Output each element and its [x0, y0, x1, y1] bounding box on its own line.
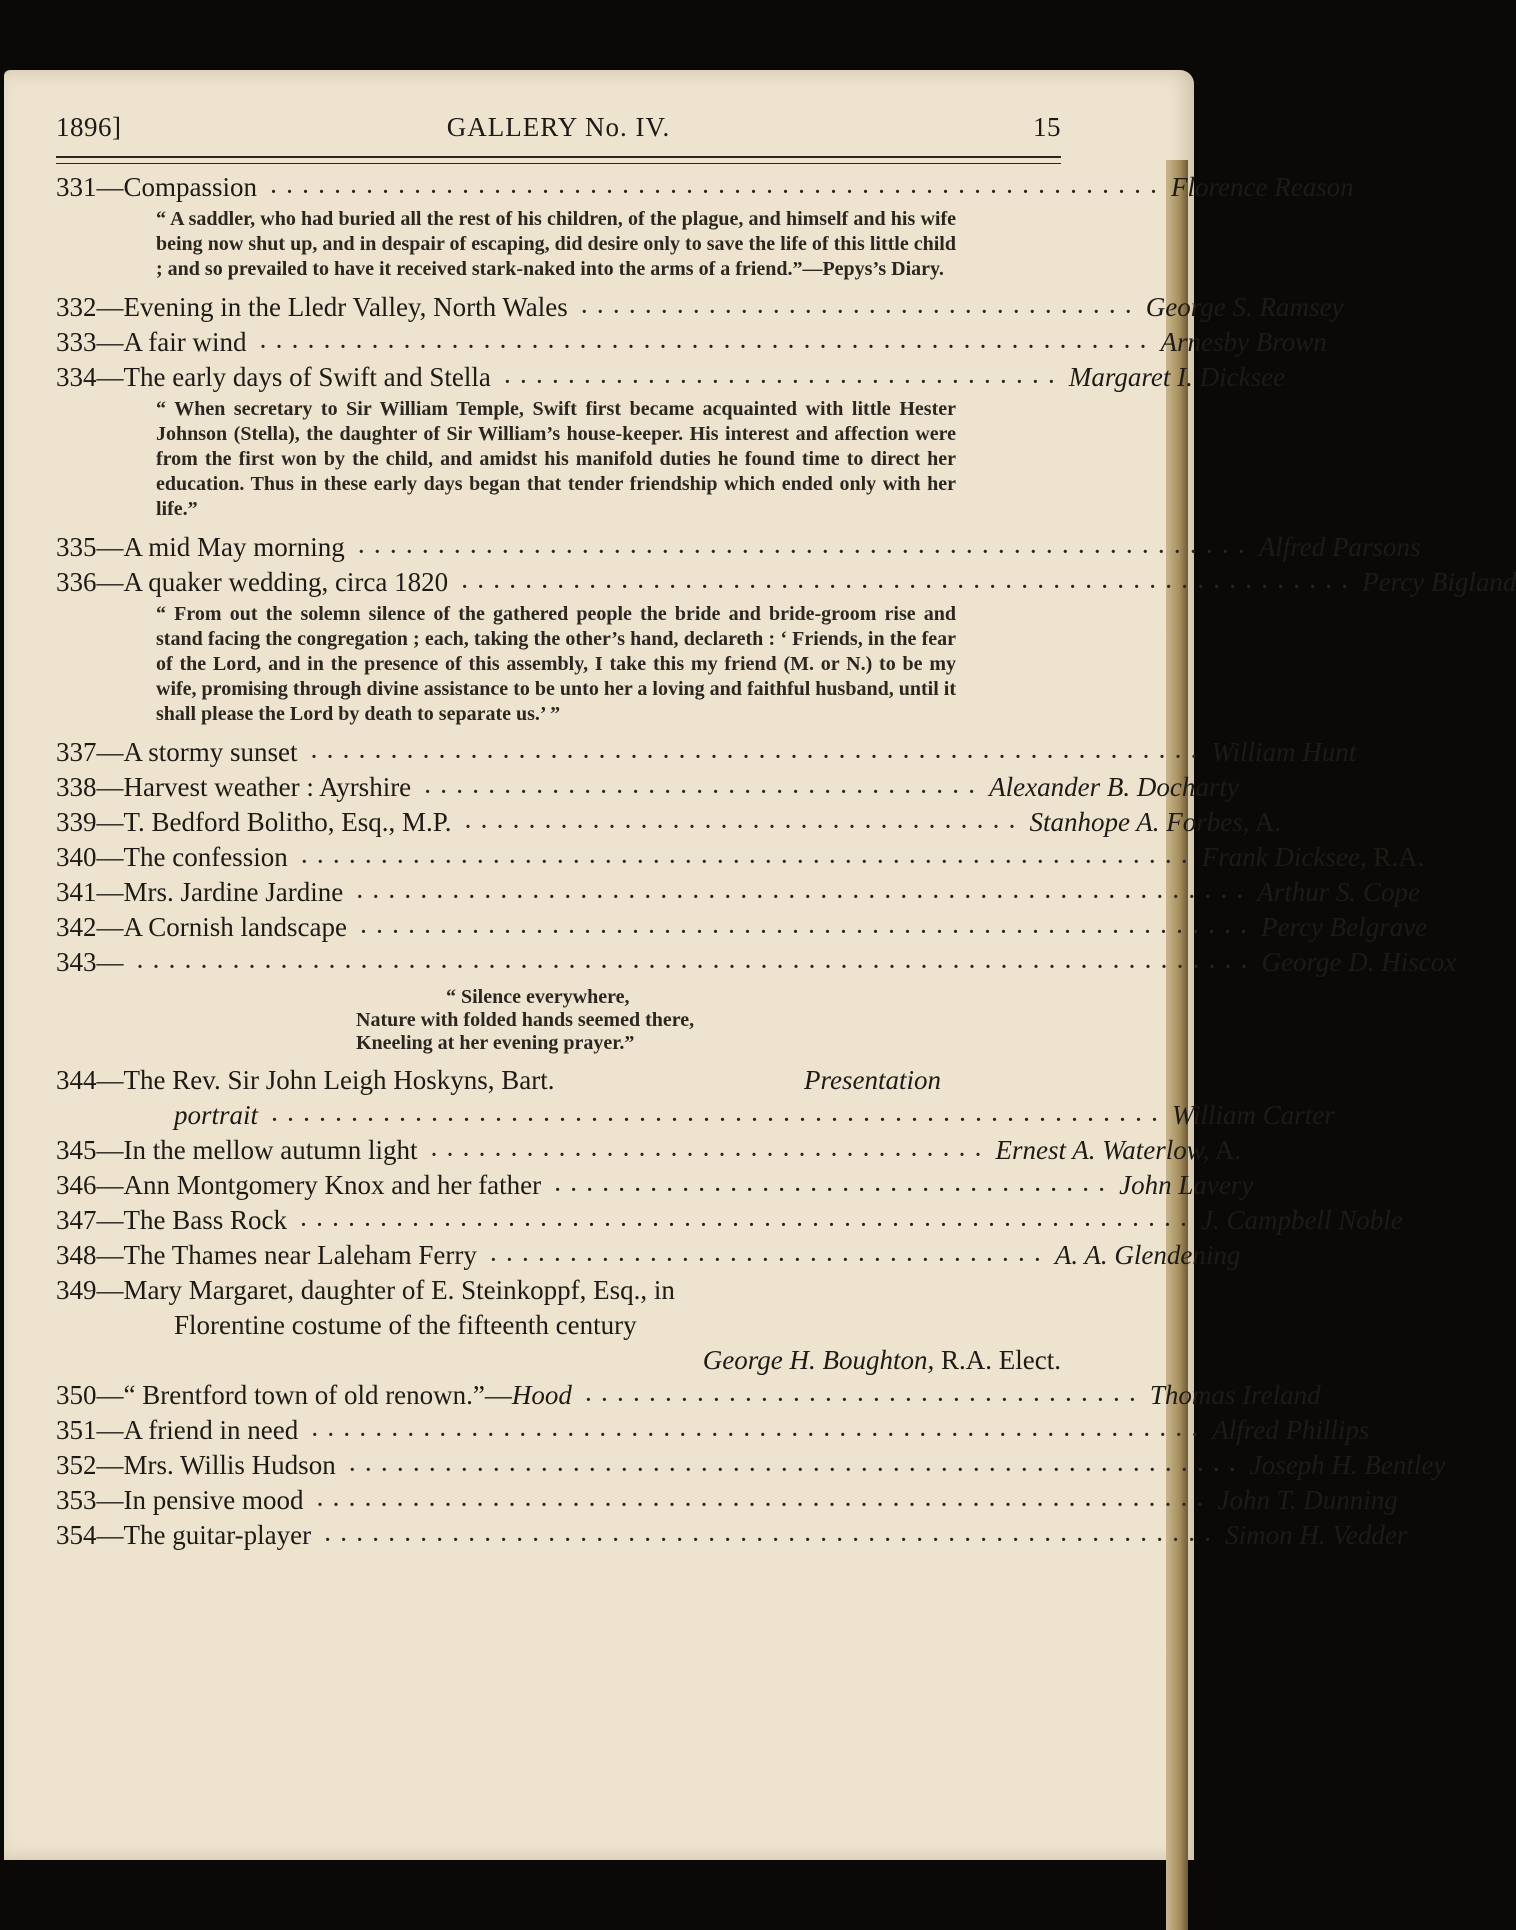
entry-title: A mid May morning: [123, 532, 345, 562]
entry-title: A stormy sunset: [123, 737, 298, 767]
entry-artist: Alexander B. Docharty: [989, 772, 1239, 802]
entry-artist: George D. Hiscox: [1261, 947, 1457, 977]
verse-line: “ Silence everywhere,: [446, 986, 630, 1008]
entry-number: 336: [56, 567, 97, 597]
catalogue-entry: 345—In the mellow autumn light . . . . . . . . . . . . . . . . . . . . . . . . . . . . . . . . . . . Ernest A. Waterlow, A.: [56, 1133, 1061, 1168]
verse-line: Nature with folded hands seemed there,: [356, 1009, 695, 1031]
entry-number: 353: [56, 1485, 97, 1515]
entry-artist: George H. Boughton,: [702, 1345, 935, 1375]
entry-artist: Alfred Parsons: [1258, 532, 1421, 562]
entry-title-continued: portrait: [174, 1100, 259, 1130]
entry-number: 337: [56, 737, 97, 767]
entry-verse: [356, 986, 1061, 1055]
entry-number: 335: [56, 532, 97, 562]
entry-title: 349—Mary Margaret, daughter of E. Steinkoppf, Esq., in: [56, 1275, 675, 1305]
leader-dots: . . . . . . . . . . . . . . . . . . . . . . . . . . . . . . . . . . . . . . . . . . . . . . . . . . . . . . . .: [462, 571, 1351, 593]
catalogue-entry: 336—A quaker wedding, circa 1820 . . . . . . . . . . . . . . . . . . . . . . . . . . . . . . . . . . . . . . . . . . . . . . . . . . . . . . . . Percy Bigland: [56, 565, 1061, 600]
entry-title: 344—The Rev. Sir John Leigh Hoskyns, Bart.: [56, 1065, 555, 1095]
entry-artist: George S. Ramsey: [1145, 292, 1344, 322]
entry-artist: Florence Reason: [1171, 172, 1354, 202]
artist-suffix: R.A. Elect.: [934, 1345, 1061, 1375]
entry-artist: Joseph H. Bentley: [1249, 1450, 1446, 1480]
catalogue-entry: 351—A friend in need . . . . . . . . . . . . . . . . . . . . . . . . . . . . . . . . . . . . . . . . . . . . . . . . . . . . . . . . Alfred Phillips: [56, 1413, 1061, 1448]
entry-artist: Percy Bigland: [1362, 567, 1516, 597]
leader-dots: . . . . . . . . . . . . . . . . . . . . . . . . . . . . . . . . . . .: [585, 1384, 1138, 1406]
entry-artist: Frank Dicksee,: [1201, 842, 1367, 872]
leader-dots: . . . . . . . . . . . . . . . . . . . . . . . . . . . . . . . . . . .: [504, 366, 1057, 388]
catalogue-entry: 333—A fair wind . . . . . . . . . . . . . . . . . . . . . . . . . . . . . . . . . . . . . . . . . . . . . . . . . . . . . . . . Arnesby Brown: [56, 325, 1061, 360]
entry-title: The confession: [123, 842, 288, 872]
entry-title: Mrs. Willis Hudson: [123, 1450, 336, 1480]
catalogue-entry-349: [56, 1273, 1061, 1378]
entry-title: The Thames near Laleham Ferry: [123, 1240, 477, 1270]
entry-artist: A. A. Glendening: [1054, 1240, 1241, 1270]
entry-number: 352: [56, 1450, 97, 1480]
entry-artist: Alfred Phillips: [1212, 1415, 1370, 1445]
running-head-year: 1896]: [56, 112, 122, 142]
entry-quote: “ When secretary to Sir William Temple, Swift first became acquainted with little Hester Johnson (Stella), the daughter of Sir William’s house-keeper. His interest and affection were from the first won by the child, and amidst his manifold duties he found time to direct her education. Thus in these early days began that tender friendship which ended only with her life.”: [156, 398, 956, 520]
running-head-title: GALLERY No. IV.: [446, 112, 671, 142]
entry-title: Ann Montgomery Knox and her father: [123, 1170, 542, 1200]
catalogue-entry: 332—Evening in the Lledr Valley, North Wales . . . . . . . . . . . . . . . . . . . . . . . . . . . . . . . . . . . George S. Ramsey: [56, 290, 1061, 325]
entry-artist-line: [56, 1343, 1061, 1378]
catalogue-entry: 350—“ Brentford town of old renown.”—Hood . . . . . . . . . . . . . . . . . . . . . . . . . . . . . . . . . . . Thomas Ireland: [56, 1378, 1061, 1413]
entry-title-continued: Florentine costume of the fifteenth century: [174, 1310, 637, 1340]
catalogue-entry: 352—Mrs. Willis Hudson . . . . . . . . . . . . . . . . . . . . . . . . . . . . . . . . . . . . . . . . . . . . . . . . . . . . . . . . Joseph H. Bentley: [56, 1448, 1061, 1483]
leader-dots: . . . . . . . . . . . . . . . . . . . . . . . . . . . . . . . . . . . . . . . . . . . . . . . . . . . . . . . .: [349, 1454, 1238, 1476]
entry-number: 345: [56, 1135, 97, 1165]
entry-number: 346: [56, 1170, 97, 1200]
catalogue-entry: 337—A stormy sunset . . . . . . . . . . . . . . . . . . . . . . . . . . . . . . . . . . . . . . . . . . . . . . . . . . . . . . . . William Hunt: [56, 735, 1061, 770]
entry-title: The Bass Rock: [123, 1205, 287, 1235]
catalogue-block-1: [56, 170, 1516, 1055]
catalogue-entry: 348—The Thames near Laleham Ferry . . . . . . . . . . . . . . . . . . . . . . . . . . . . . . . . . . . A. A. Glendening: [56, 1238, 1061, 1273]
leader-dots: . . . . . . . . . . . . . . . . . . . . . . . . . . . . . . . . . . .: [431, 1139, 984, 1161]
catalogue-entry: 353—In pensive mood . . . . . . . . . . . . . . . . . . . . . . . . . . . . . . . . . . . . . . . . . . . . . . . . . . . . . . . . John T. Dunning: [56, 1483, 1061, 1518]
catalogue-block-2: [56, 1133, 1403, 1273]
entry-number: 338: [56, 772, 97, 802]
catalogue-entry: 340—The confession . . . . . . . . . . . . . . . . . . . . . . . . . . . . . . . . . . . . . . . . . . . . . . . . . . . . . . . . Frank Dicksee, R.A.: [56, 840, 1061, 875]
entry-number: 332: [56, 292, 97, 322]
catalogue-entry: 354—The guitar-player . . . . . . . . . . . . . . . . . . . . . . . . . . . . . . . . . . . . . . . . . . . . . . . . . . . . . . . . Simon H. Vedder: [56, 1518, 1061, 1553]
leader-dots: . . . . . . . . . . . . . . . . . . . . . . . . . . . . . . . . . . . . . . . . . . . . . . . . . . . . . . . .: [271, 176, 1160, 198]
entry-title: In pensive mood: [123, 1485, 304, 1515]
entry-number: 340: [56, 842, 97, 872]
entry-number: 350: [56, 1380, 97, 1410]
leader-dots: . . . . . . . . . . . . . . . . . . . . . . . . . . . . . . . . . . . . . . . . . . . . . . . . . . . . . . . .: [300, 1209, 1189, 1231]
entry-artist: Thomas Ireland: [1149, 1380, 1321, 1410]
leader-dots: . . . . . . . . . . . . . . . . . . . . . . . . . . . . . . . . . . . . . . . . . . . . . . . . . . . . . . . .: [358, 536, 1247, 558]
entry-number: 334: [56, 362, 97, 392]
catalogue-block-3: [56, 1378, 1446, 1553]
entry-artist: Simon H. Vedder: [1225, 1520, 1408, 1550]
entry-title: Compassion: [123, 172, 258, 202]
leader-dots: . . . . . . . . . . . . . . . . . . . . . . . . . . . . . . . . . . . . . . . . . . . . . . . . . . . . . . . .: [272, 1104, 1161, 1126]
verse-line: Kneeling at her evening prayer.”: [356, 1032, 635, 1054]
leader-dots: . . . . . . . . . . . . . . . . . . . . . . . . . . . . . . . . . . . . . . . . . . . . . . . . . . . . . . . . . . . . . . . . . . . . . .: [137, 951, 1250, 973]
entry-artist: John Lavery: [1119, 1170, 1254, 1200]
catalogue-entry: 341—Mrs. Jardine Jardine . . . . . . . . . . . . . . . . . . . . . . . . . . . . . . . . . . . . . . . . . . . . . . . . . . . . . . . . Arthur S. Cope: [56, 875, 1061, 910]
entry-artist: Margaret I. Dicksee: [1068, 362, 1286, 392]
leader-dots: . . . . . . . . . . . . . . . . . . . . . . . . . . . . . . . . . . . . . . . . . . . . . . . . . . . . . . . .: [317, 1489, 1206, 1511]
catalogue-entry: 335—A mid May morning . . . . . . . . . . . . . . . . . . . . . . . . . . . . . . . . . . . . . . . . . . . . . . . . . . . . . . . . Alfred Parsons: [56, 530, 1061, 565]
catalogue-entry: 339—T. Bedford Bolitho, Esq., M.P. . . . . . . . . . . . . . . . . . . . . . . . . . . . . . . . . . . . Stanhope A. Forbes, A.: [56, 805, 1061, 840]
artist-suffix: A.: [1249, 807, 1282, 837]
entry-number: 341: [56, 877, 97, 907]
leader-dots: . . . . . . . . . . . . . . . . . . . . . . . . . . . . . . . . . . . . . . . . . . . . . . . . . . . . . . . .: [357, 881, 1246, 903]
catalogue-entry: 343— . . . . . . . . . . . . . . . . . . . . . . . . . . . . . . . . . . . . . . . . . . . . . . . . . . . . . . . . . . . . . . . . . . . . . . George D. Hiscox: [56, 945, 1061, 980]
entry-title: Mrs. Jardine Jardine: [123, 877, 344, 907]
page-number: 15: [1033, 112, 1061, 142]
entry-number: 354: [56, 1520, 97, 1550]
catalogue-entry: 347—The Bass Rock . . . . . . . . . . . . . . . . . . . . . . . . . . . . . . . . . . . . . . . . . . . . . . . . . . . . . . . . J. Campbell Noble: [56, 1203, 1061, 1238]
entry-artist: Arnesby Brown: [1160, 327, 1327, 357]
leader-dots: . . . . . . . . . . . . . . . . . . . . . . . . . . . . . . . . . . . . . . . . . . . . . . . . . . . . . . . .: [301, 846, 1190, 868]
entry-number: 343: [56, 947, 97, 977]
catalogue-entry: 342—A Cornish landscape . . . . . . . . . . . . . . . . . . . . . . . . . . . . . . . . . . . . . . . . . . . . . . . . . . . . . . . . Percy Belgrave: [56, 910, 1061, 945]
entry-artist: William Hunt: [1211, 737, 1357, 767]
entry-title: The early days of Swift and Stella: [123, 362, 491, 392]
entry-number: 331: [56, 172, 97, 202]
leader-dots: . . . . . . . . . . . . . . . . . . . . . . . . . . . . . . . . . . . . . . . . . . . . . . . . . . . . . . . .: [312, 1419, 1201, 1441]
book-page: [4, 70, 1516, 1860]
entry-artist: Ernest A. Waterlow,: [995, 1135, 1210, 1165]
entry-title: “ Brentford town of old renown.”—: [123, 1380, 512, 1410]
entry-title: T. Bedford Bolitho, Esq., M.P.: [123, 807, 452, 837]
entry-quote: “ A saddler, who had buried all the rest of his children, of the plague, and himself and his wife being now shut up, and in despair of escaping, did desire only to save the life of this little child ; and so prevailed to have it received stark-naked into the arms of a friend.”—Pepys’s Diary.: [156, 208, 956, 280]
header-rule: [56, 156, 1061, 164]
entry-artist: J. Campbell Noble: [1200, 1205, 1403, 1235]
page-edge: [1166, 160, 1188, 1930]
artist-suffix: A.: [1209, 1135, 1241, 1165]
entry-title: A quaker wedding, circa 1820: [123, 567, 449, 597]
catalogue-entry: 338—Harvest weather : Ayrshire . . . . . . . . . . . . . . . . . . . . . . . . . . . . . . . . . . . Alexander B. Docharty: [56, 770, 1061, 805]
entry-artist: Percy Belgrave: [1260, 912, 1428, 942]
leader-dots: . . . . . . . . . . . . . . . . . . . . . . . . . . . . . . . . . . . . . . . . . . . . . . . . . . . . . . . .: [325, 1524, 1214, 1546]
catalogue-entry: 331—Compassion . . . . . . . . . . . . . . . . . . . . . . . . . . . . . . . . . . . . . . . . . . . . . . . . . . . . . . . . Florence Reason: [56, 170, 1061, 205]
entry-number: 333: [56, 327, 97, 357]
entry-title: A Cornish landscape: [123, 912, 347, 942]
entry-artist: Stanhope A. Forbes,: [1029, 807, 1250, 837]
leader-dots: . . . . . . . . . . . . . . . . . . . . . . . . . . . . . . . . . . . . . . . . . . . . . . . . . . . . . . . .: [360, 916, 1249, 938]
entry-title: A fair wind: [123, 327, 247, 357]
leader-dots: . . . . . . . . . . . . . . . . . . . . . . . . . . . . . . . . . . .: [490, 1244, 1043, 1266]
catalogue-entry: 346—Ann Montgomery Knox and her father . . . . . . . . . . . . . . . . . . . . . . . . . . . . . . . . . . . John Lavery: [56, 1168, 1061, 1203]
entry-number: 339: [56, 807, 97, 837]
entry-title: The guitar-player: [123, 1520, 312, 1550]
entry-artist: Arthur S. Cope: [1257, 877, 1420, 907]
entry-title-source: Hood: [511, 1380, 572, 1410]
leader-dots: . . . . . . . . . . . . . . . . . . . . . . . . . . . . . . . . . . .: [465, 811, 1018, 833]
entry-title: In the mellow autumn light: [123, 1135, 418, 1165]
entry-quote: “ From out the solemn silence of the gathered people the bride and bride-groom rise and stand facing the congregation ; each, taking the other’s hand, declareth : ‘ Friends, in the fear of the Lord, and in the presence of this assembly, I take this my friend (M. or N.) to be my wife, promising through divine assistance to be unto her a loving and faithful husband, until it shall please the Lord by death to separate us.’ ”: [156, 603, 956, 725]
entry-artist: William Carter: [1172, 1100, 1335, 1130]
running-head: [56, 112, 1061, 148]
entry-artist: John T. Dunning: [1217, 1485, 1398, 1515]
leader-dots: . . . . . . . . . . . . . . . . . . . . . . . . . . . . . . . . . . .: [555, 1174, 1108, 1196]
entry-number: 351: [56, 1415, 97, 1445]
entry-title: Harvest weather : Ayrshire: [123, 772, 412, 802]
catalogue-entry: 334—The early days of Swift and Stella . . . . . . . . . . . . . . . . . . . . . . . . . . . . . . . . . . . Margaret I. Dicksee: [56, 360, 1061, 395]
artist-suffix: R.A.: [1366, 842, 1425, 872]
entry-title: A friend in need: [123, 1415, 299, 1445]
leader-dots: . . . . . . . . . . . . . . . . . . . . . . . . . . . . . . . . . . .: [425, 776, 978, 798]
leader-dots: . . . . . . . . . . . . . . . . . . . . . . . . . . . . . . . . . . .: [581, 296, 1134, 318]
catalogue-list: [56, 170, 1516, 1553]
entry-label: Presentation: [804, 1065, 941, 1095]
entry-number: 347: [56, 1205, 97, 1235]
entry-number: 348: [56, 1240, 97, 1270]
leader-dots: . . . . . . . . . . . . . . . . . . . . . . . . . . . . . . . . . . . . . . . . . . . . . . . . . . . . . . . .: [311, 741, 1200, 763]
leader-dots: . . . . . . . . . . . . . . . . . . . . . . . . . . . . . . . . . . . . . . . . . . . . . . . . . . . . . . . .: [260, 331, 1149, 353]
entry-number: 342: [56, 912, 97, 942]
entry-title: Evening in the Lledr Valley, North Wales: [123, 292, 568, 322]
catalogue-entry-344: [56, 1063, 1335, 1133]
catalogue-entry-continuation: [56, 1098, 1335, 1133]
